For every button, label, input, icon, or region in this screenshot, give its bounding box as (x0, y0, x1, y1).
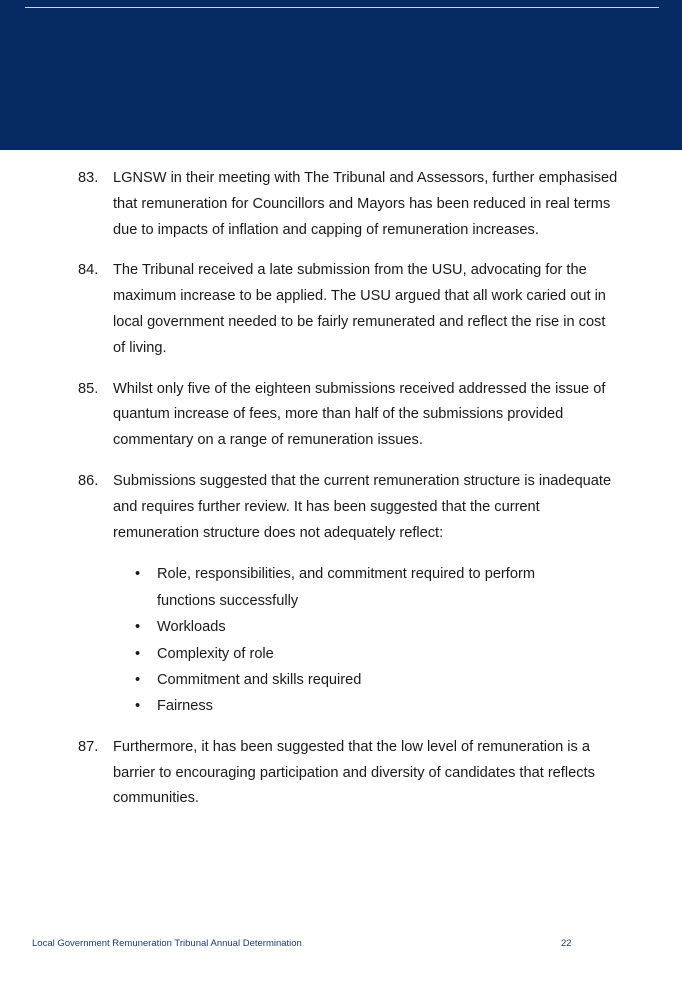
document-body (0, 166, 682, 827)
list-item-text: Commitment and skills required (157, 671, 362, 688)
bullet-icon: • (135, 645, 141, 662)
paragraph-text: Furthermore, it has been suggested that the low level of remuneration is a barrier to encouraging participation and diversity of candidates that reflects communities. (113, 738, 595, 807)
paragraph-text: Whilst only five of the eighteen submissions received addressed the issue of quantum increase of fees, more than half of the submissions provided commentary on a range of remuneration issues. (113, 380, 606, 449)
list-item-text: Role, responsibilities, and commitment required to perform functions successfully (157, 566, 535, 609)
bullet-icon: • (135, 671, 141, 688)
paragraph-85 (78, 377, 618, 454)
bullet-icon: • (135, 566, 141, 583)
list-item (135, 641, 597, 667)
paragraph-87 (78, 735, 618, 812)
paragraph-text: LGNSW in their meeting with The Tribunal and Assessors, further emphasised that remuneration for Councillors and Mayors has been reduced in real terms due to impacts of inflation and capping of remuneration increases. (113, 170, 618, 238)
paragraph-83 (78, 166, 618, 243)
paragraph-text: The Tribunal received a late submission from the USU, advocating for the maximum increase to be applied. The USU argued that all work caried out in local government needed to be fairly remunerated and reflect the rise in cost of living. (113, 262, 606, 356)
paragraph-86 (78, 469, 618, 546)
list-item-text: Fairness (157, 698, 213, 715)
paragraph-number: 83. (78, 170, 99, 186)
bullet-icon: • (135, 698, 141, 715)
footer-document-title: Local Government Remuneration Tribunal Annual Determination (32, 938, 302, 949)
header-divider-line (25, 7, 659, 8)
list-item (135, 614, 597, 640)
list-item (135, 561, 597, 614)
footer-page-number: 22 (561, 938, 572, 949)
paragraph-number: 85. (78, 380, 99, 397)
paragraph-84 (78, 258, 618, 361)
bullet-icon: • (135, 619, 141, 636)
paragraph-number: 87. (78, 738, 99, 755)
list-item-text: Complexity of role (157, 645, 274, 662)
list-item (135, 693, 597, 719)
bullet-list (0, 561, 682, 719)
paragraph-number: 86. (78, 472, 99, 489)
paragraph-text: Submissions suggested that the current remuneration structure is inadequate and requires further review. It has been suggested that the current remuneration structure does not adequately reflect: (113, 472, 612, 541)
list-item-text: Workloads (157, 619, 226, 636)
header-band (0, 0, 682, 150)
list-item (135, 667, 597, 693)
paragraph-number: 84. (78, 262, 99, 279)
